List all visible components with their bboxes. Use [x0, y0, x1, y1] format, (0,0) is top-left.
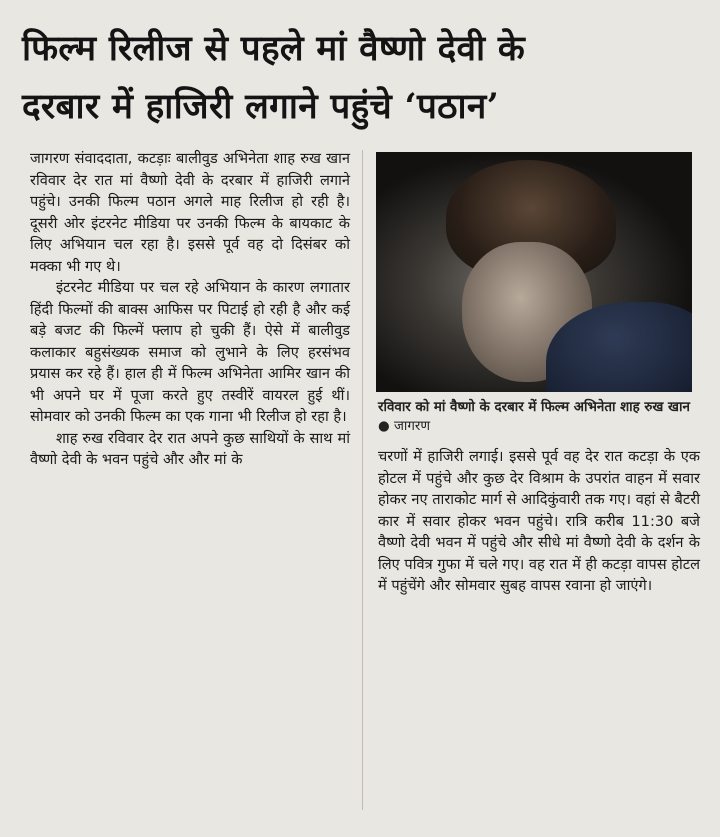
headline-line-1: फिल्म रिलीज से पहले मां वैष्णो देवी के [22, 28, 526, 69]
article-paragraph-1: जागरण संवाददाता, कटड़ाः बालीवुड अभिनेता शाह रुख खान रविवार देर रात मां वैष्णो देवी के दरबार में हाजिरी लगाने पहुंचे। उनकी फिल्म पठान अगले माह रिलीज हो रही है। दूसरी ओर इंटरनेट मीडिया पर उनकी फिल्म के बायकाट के लिए अभियान चल रहा है। इससे पूर्व वह दो दिसंबर को मक्का भी गए थे। [30, 150, 350, 275]
headline-line-2: दरबार में हाजिरी लगाने पहुंचे ‘पठान’ [22, 86, 500, 127]
news-photo [376, 152, 692, 392]
article-paragraph-4: चरणों में हाजिरी लगाई। इससे पूर्व वह देर रात कटड़ा के एक होटल में पहुंचे और कुछ देर विश्राम के उपरांत वाहन में सवार होकर नए ताराकोट मार्ग से आदिकुंवारी तक गए। वहां से बैटरी कार में सवार होकर भवन पहुंचे। रात्रि करीब 11:30 बजे वैष्णो देवी भवन में पहुंचे और सीधे मां वैष्णो देवी के दर्शन के लिए पवित्र गुफा में चले गए। वह रात में ही कटड़ा वापस होटल में पहुंचेंगे और सोमवार सुबह वापस रवाना हो जाएंगे। [378, 448, 700, 594]
photo-credit: ● जागरण [378, 419, 431, 434]
article-right-column [378, 446, 700, 597]
article-paragraph-3: शाह रुख रविवार देर रात अपने कुछ साथियों के साथ मां वैष्णो देवी के भवन पहुंचे और और मां के [30, 429, 350, 468]
article-left-column [30, 148, 350, 471]
photo-caption [378, 398, 698, 436]
article-paragraph-2: इंटरनेट मीडिया पर चल रहे अभियान के कारण लगातार हिंदी फिल्मों की बाक्स आफिस पर पिटाई हो रही है और कई बड़े बजट की फिल्में फ्लाप हो चुकी हैं। ऐसे में बालीवुड कलाकार बहुसंख्यक समाज को लुभाने के लिए हरसंभव प्रयास कर रहे हैं। हाल ही में फिल्म अभिनेता आमिर खान की भी अपने घर में पूजा करते हुए तस्वीरें वायरल हुई थीं। सोमवार को उनकी फिल्म का एक गाना भी रिलीज हो रहा है। [30, 279, 350, 425]
photo-caption-text: रविवार को मां वैष्णो के दरबार में फिल्म अभिनेता शाह रुख खान [378, 400, 690, 415]
headline [22, 20, 702, 136]
column-divider [362, 150, 363, 810]
